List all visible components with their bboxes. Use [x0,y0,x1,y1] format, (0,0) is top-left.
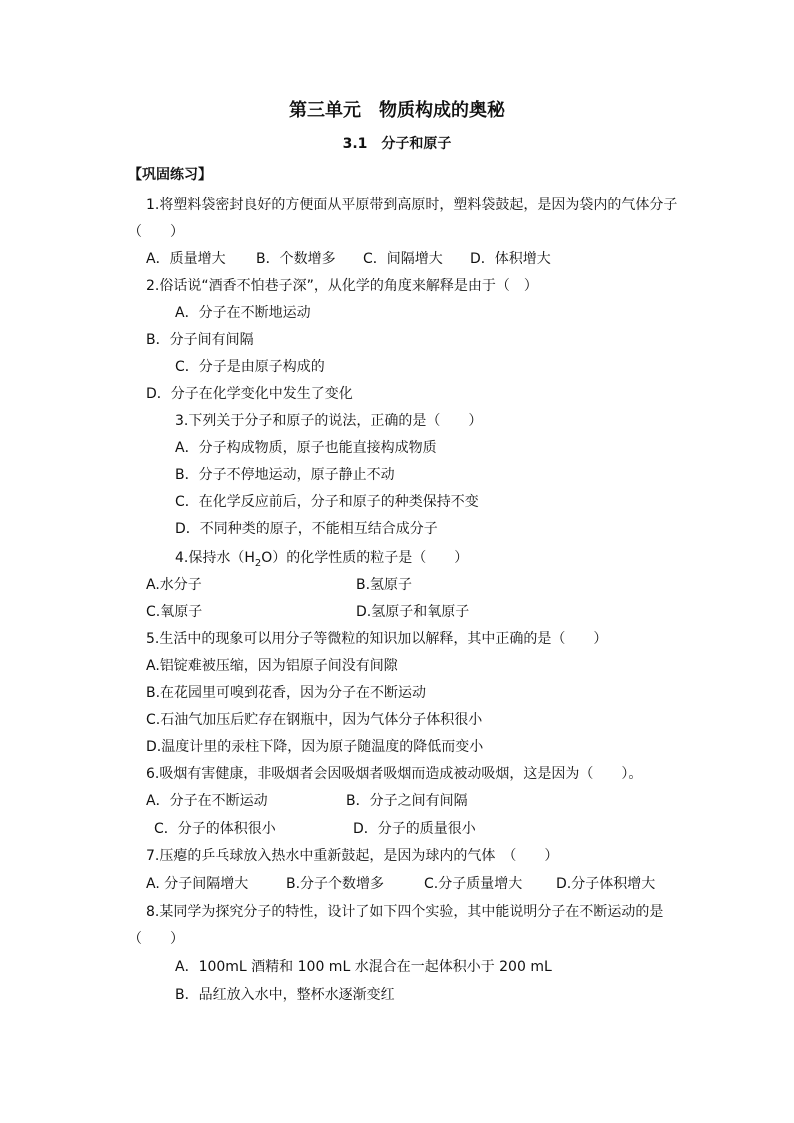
question-5-option-d: D.温度计里的汞柱下降，因为原子随温度的降低而变小 [146,739,484,755]
question-3-option-b: B．分子不停地运动，原子静止不动 [175,467,395,483]
question-8-option-a: A．100mL 酒精和 100 mL 水混合在一起体积小于 200 mL [175,959,552,975]
question-6-option-c: C．分子的体积很小 [154,821,276,837]
question-2-option-d: D．分子在化学变化中发生了变化 [146,386,353,402]
question-4-option-c: C.氧原子 [146,604,203,620]
page-subtitle: 3.1 分子和原子 [342,136,452,152]
question-1-option-d: D．体积增大 [470,251,551,267]
question-5-stem: 5.生活中的现象可以用分子等微粒的知识加以解释，其中正确的是（ ） [146,631,608,647]
question-8-option-b: B．品红放入水中，整杯水逐渐变红 [175,987,395,1003]
page-title: 第三单元 物质构成的奥秘 [289,100,505,121]
question-8-stem: 8.某同学为探究分子的特性，设计了如下四个实验，其中能说明分子在不断运动的是 [146,904,664,920]
question-4-stem: 4.保持水$(H_2O)$的化学性质的粒子是（ ） [175,550,469,569]
question-4-option-d: D.氢原子和氧原子 [356,604,470,620]
question-1-option-b: B．个数增多 [256,251,336,267]
question-1-paren: （ ） [128,224,184,240]
question-7-stem: 7.压瘪的乒乓球放入热水中重新鼓起，是因为球内的气体 （ ） [146,848,559,864]
question-2-option-c: C．分子是由原子构成的 [175,359,325,375]
question-7-option-c: C.分子质量增大 [424,876,523,892]
question-2-option-b: B．分子间有间隔 [146,332,254,348]
question-7-option-b: B.分子个数增多 [286,876,385,892]
question-8-paren: （ ） [128,931,184,947]
question-3-stem: 3.下列关于分子和原子的说法，正确的是（ ） [175,413,483,429]
question-6-stem: 6.吸烟有害健康，非吸烟者会因吸烟者吸烟而造成被动吸烟，这是因为（ ）。 [146,766,643,782]
question-3-option-c: C．在化学反应前后，分子和原子的种类保持不变 [175,494,479,510]
question-6-option-a: A．分子在不断运动 [146,793,268,809]
question-7-option-d: D.分子体积增大 [556,876,656,892]
question-7-option-a: A. 分子间隔增大 [146,876,249,892]
question-2-option-a: A．分子在不断地运动 [175,305,311,321]
question-6-option-d: D．分子的质量很小 [353,821,476,837]
question-6-option-b: B．分子之间有间隔 [346,793,468,809]
question-3-option-d: D．不同种类的原子，不能相互结合成分子 [175,521,438,537]
question-5-option-b: B.在花园里可嗅到花香，因为分子在不断运动 [146,685,427,701]
question-4-option-a: A.水分子 [146,577,202,593]
question-3-option-a: A．分子构成物质，原子也能直接构成物质 [175,440,437,456]
question-1-option-a: A．质量增大 [146,251,226,267]
question-5-option-c: C.石油气加压后贮存在钢瓶中，因为气体分子体积很小 [146,712,483,728]
question-2-stem: 2.俗话说“酒香不怕巷子深”，从化学的角度来解释是由于（ ） [146,278,538,294]
question-1-stem: 1.将塑料袋密封良好的方便面从平原带到高原时，塑料袋鼓起，是因为袋内的气体分子 [146,197,678,213]
section-heading: 【巩固练习】 [128,167,212,183]
question-1-option-c: C．间隔增大 [363,251,443,267]
question-4-option-b: B.氢原子 [356,577,413,593]
question-5-option-a: A.铝锭难被压缩，因为铝原子间没有间隙 [146,658,398,674]
